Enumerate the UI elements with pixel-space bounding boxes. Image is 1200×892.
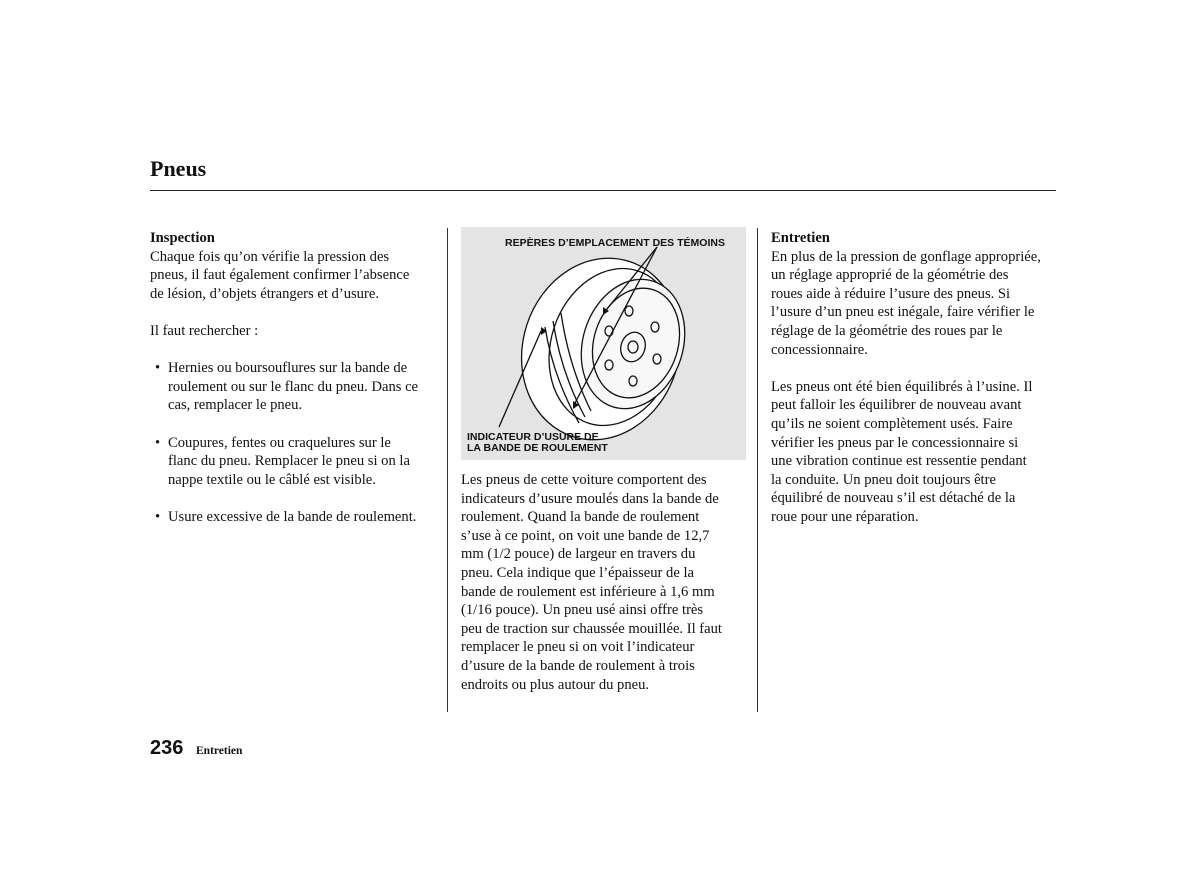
bullet-item-usure bbox=[150, 508, 440, 527]
entretien-line: En plus de la pression de gonflage appropriée, bbox=[771, 248, 1041, 265]
balancing-line: équilibré de nouveau s’il est détaché de la bbox=[771, 490, 1016, 507]
bullet-icon: • bbox=[155, 360, 161, 377]
bullet-line: Coupures, fentes ou craquelures sur le bbox=[168, 434, 391, 451]
inspection-intro-line: Chaque fois qu’on vérifie la pression des bbox=[150, 248, 390, 265]
bullet-line: nappe textile ou le câblé est visible. bbox=[168, 471, 376, 488]
inspection-column bbox=[150, 229, 440, 527]
balancing-line: vérifier les pneus par le concessionnaire si bbox=[771, 434, 1019, 451]
inspection-intro-line: pneus, il faut également confirmer l’absence bbox=[150, 267, 410, 284]
wear-line: s’use à ce point, on voit une bande de 12,7 bbox=[461, 527, 710, 544]
wear-line: Les pneus de cette voiture comportent des bbox=[461, 472, 707, 488]
wear-line: bande de roulement est inférieure à 1,6 mm bbox=[461, 583, 715, 600]
entretien-line: roues aide à réduire l’usure des pneus. Si bbox=[771, 285, 1011, 302]
wear-line: endroits ou plus autour du pneu. bbox=[461, 676, 650, 693]
tire-icon bbox=[461, 227, 746, 460]
balancing-line: qu’ils ne soient complètement usés. Faire bbox=[771, 415, 1013, 432]
bullet-line: roulement ou sur le flanc du pneu. Dans ce bbox=[168, 378, 419, 395]
balancing-line: Les pneus ont été bien équilibrés à l’usine. Il bbox=[771, 378, 1033, 395]
bullet-icon: • bbox=[155, 434, 161, 451]
figure-label-top: REPÈRES D’EMPLACEMENT DES TÉMOINS bbox=[505, 237, 725, 249]
wear-line: mm (1/2 pouce) de largeur en travers du bbox=[461, 546, 696, 563]
inspection-lead: Il faut rechercher : bbox=[150, 322, 259, 339]
wear-line: peu de traction sur chaussée mouillée. Il faut bbox=[461, 620, 722, 637]
wear-line: (1/16 pouce). Un pneu usé ainsi offre très bbox=[461, 602, 704, 619]
bullet-item-hernies bbox=[150, 359, 440, 415]
entretien-line: réglage de la géométrie des roues par le bbox=[771, 322, 1003, 339]
inspection-intro-line: de lésion, d’objets étrangers et d’usure. bbox=[150, 285, 379, 302]
balancing-line: la conduite. Un pneu doit toujours être bbox=[771, 471, 996, 488]
section-name: Entretien bbox=[196, 745, 243, 757]
wear-line: roulement. Quand la bande de roulement bbox=[461, 509, 700, 526]
bullet-line: Usure excessive de la bande de roulement. bbox=[168, 508, 417, 525]
wear-line: d’usure de la bande de roulement à trois bbox=[461, 657, 695, 674]
page-title: Pneus bbox=[150, 156, 207, 181]
title-rule bbox=[150, 190, 1056, 191]
bullet-item-coupures bbox=[150, 434, 440, 490]
wear-line: pneu. Cela indique que l’épaisseur de la bbox=[461, 564, 695, 581]
balancing-line: roue pour une réparation. bbox=[771, 508, 919, 525]
figure-label-bottom-2: LA BANDE DE ROULEMENT bbox=[467, 442, 608, 454]
entretien-column bbox=[771, 229, 1066, 527]
wear-indicator-column bbox=[461, 471, 751, 694]
balancing-line: une vibration continue est ressentie pendant bbox=[771, 453, 1027, 470]
entretien-line: concessionnaire. bbox=[771, 341, 868, 358]
bullet-line: cas, remplacer le pneu. bbox=[168, 397, 303, 414]
tire-illustration bbox=[461, 227, 746, 460]
figure-label-bottom-1: INDICATEUR D’USURE DE bbox=[467, 431, 599, 443]
entretien-line: l’usure d’un pneu est inégale, faire vérifier le bbox=[771, 304, 1035, 321]
bullet-line: Hernies ou boursouflures sur la bande de bbox=[168, 360, 408, 377]
inspection-heading: Inspection bbox=[150, 230, 215, 246]
bullet-line: flanc du pneu. Remplacer le pneu si on la bbox=[168, 453, 410, 470]
column-divider-left bbox=[447, 228, 448, 712]
bullet-icon: • bbox=[155, 508, 161, 525]
wear-line: indicateurs d’usure moulés dans la bande de bbox=[461, 490, 719, 507]
wear-line: remplacer le pneu si on voit l’indicateur bbox=[461, 639, 695, 656]
column-divider-right bbox=[757, 228, 758, 712]
balancing-line: peut falloir les équilibrer de nouveau avant bbox=[771, 397, 1022, 414]
entretien-line: un réglage approprié de la géométrie des bbox=[771, 267, 1009, 284]
page-number: 236 bbox=[150, 737, 184, 759]
entretien-heading: Entretien bbox=[771, 230, 830, 246]
